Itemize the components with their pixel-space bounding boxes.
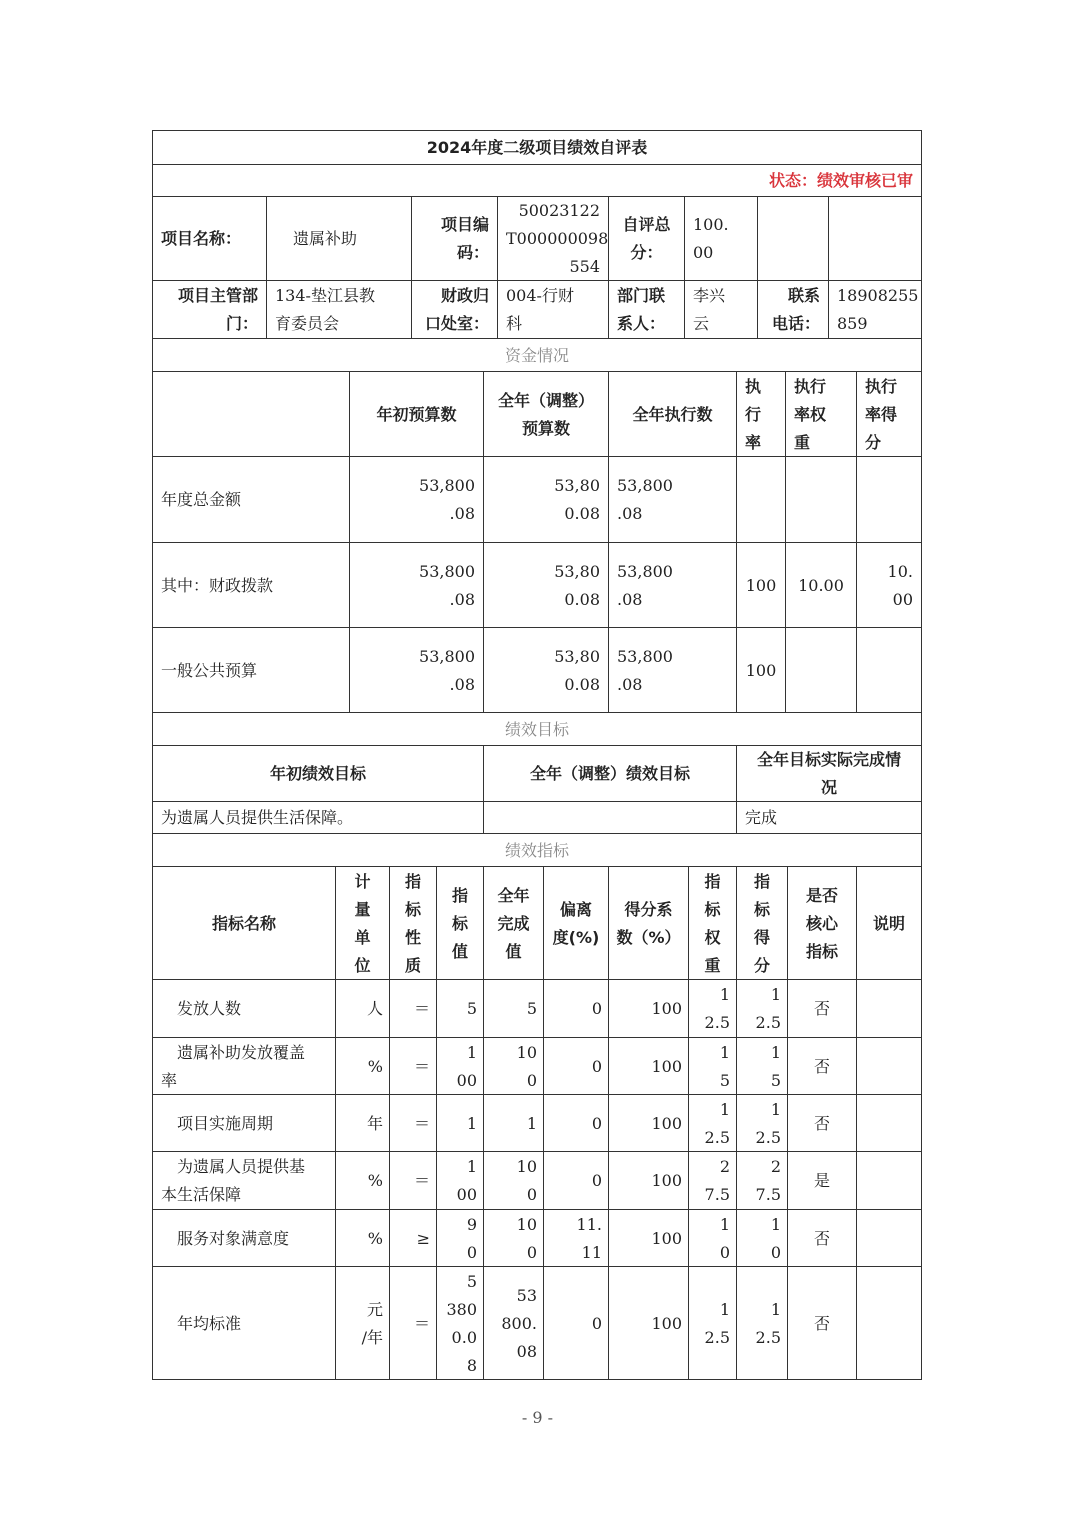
indicator-cell-target-text: 5: [466, 999, 477, 1018]
funding-cell-score: [856, 627, 922, 713]
funding-cell-weight: [785, 456, 857, 543]
indicator-cell-target-text: 1 00: [456, 1157, 477, 1204]
indicator-cell-weight-text: 1 0: [719, 1214, 730, 1262]
finance-label-text: 财政归 口处室：: [424, 286, 489, 333]
indicator-cell-target: [436, 979, 484, 1038]
funding-cell-name: [152, 627, 350, 713]
phone-value-text: 18908255 859: [837, 286, 919, 333]
indicator-cell-deviation-text: 0: [591, 999, 602, 1018]
indicator-cell-actual: [483, 1151, 544, 1210]
project-name-value-text: 遗属补助: [293, 229, 358, 248]
indicator-cell-target-text: 1: [466, 1113, 477, 1133]
funding-cell-rate: [736, 456, 786, 543]
indicator-cell-core-text: 否: [813, 999, 830, 1018]
page-number: - 9 -: [521, 1408, 554, 1427]
indicator-cell-actual-text: 10 0: [516, 1214, 537, 1262]
indicator-cell-coef-text: 100: [651, 999, 682, 1018]
funding-cell-rate: [736, 627, 786, 713]
indicator-cell-target: [436, 1266, 484, 1380]
funding-cell-name-text: 一般公共预算: [161, 660, 258, 680]
indicator-cell-deviation: [543, 1094, 609, 1152]
indicator-cell-weight: [688, 1037, 737, 1095]
indicator-cell-actual: [483, 1266, 544, 1380]
funding-cell-adjusted-text: 53,80 0.08: [554, 476, 600, 523]
funding-cell-weight-text: 10.00: [798, 575, 844, 595]
goals-header-text: 年初绩效目标: [269, 764, 366, 783]
indicator-cell-core-text: 否: [813, 1113, 830, 1133]
indicator-cell-deviation-text: 0: [591, 1056, 602, 1076]
indicators-section-title-text: 绩效指标: [504, 840, 569, 860]
indicator-cell-score-text: 1 2.5: [755, 1299, 781, 1347]
indicator-cell-weight: [688, 979, 737, 1038]
funding-header-text: 执行 率权 重: [794, 376, 827, 452]
indicator-cell-deviation: [543, 1209, 609, 1267]
contact-label: [608, 280, 685, 339]
indicator-cell-weight: [688, 1151, 737, 1210]
indicator-cell-unit-text: %: [367, 1228, 383, 1248]
indicator-cell-note: [856, 1094, 922, 1152]
dept-value: [266, 280, 412, 339]
funding-section-title-text: 资金情况: [504, 345, 569, 365]
indicator-cell-weight-text: 1 2.5: [704, 1099, 730, 1147]
indicator-cell-name: [152, 979, 336, 1038]
indicator-cell-core-text: 否: [813, 1228, 830, 1248]
phone-label: [757, 280, 829, 339]
indicator-cell-name: [152, 1209, 336, 1267]
form-title-text: 2024年度二级项目绩效自评表: [426, 138, 648, 157]
funding-cell-initial-text: 53,800 .08: [419, 646, 475, 694]
funding-cell-initial-text: 53,800 .08: [419, 561, 475, 609]
indicator-cell-coef: [608, 1209, 689, 1267]
contact-value-text: 李兴 云: [693, 286, 726, 333]
finance-value: [497, 280, 609, 339]
funding-header-text: 全年（调整） 预算数: [497, 390, 594, 438]
indicator-cell-core: [787, 1094, 857, 1152]
funding-cell-adjusted: [483, 456, 609, 543]
goals-section-title: [152, 712, 922, 746]
indicator-cell-unit: [335, 1037, 390, 1095]
indicator-cell-actual: [483, 1209, 544, 1267]
funding-header-text: 执行 率得 分: [865, 376, 898, 452]
indicator-cell-deviation: [543, 1151, 609, 1210]
funding-cell-score: [856, 542, 922, 628]
indicator-header-text: 指 标 值: [451, 885, 468, 961]
indicator-cell-note: [856, 1209, 922, 1267]
indicator-cell-weight: [688, 1209, 737, 1267]
indicator-cell-unit: [335, 1151, 390, 1210]
indicator-cell-deviation-text: 0: [591, 1171, 602, 1190]
indicator-cell-name: [152, 1151, 336, 1210]
indicator-cell-unit: [335, 1209, 390, 1267]
indicator-cell-target-text: 1 00: [456, 1042, 477, 1090]
funding-header: [483, 371, 609, 457]
indicator-cell-name: [152, 1094, 336, 1152]
indicator-cell-score: [736, 979, 788, 1038]
score-value-text: 100. 00: [693, 215, 729, 262]
indicator-header-text: 得分系 数（%）: [616, 899, 681, 947]
status-text: [152, 164, 922, 197]
funding-section-title: [152, 338, 922, 372]
indicator-cell-coef: [608, 1094, 689, 1152]
indicator-header-text: 计 量 单 位: [354, 871, 371, 975]
indicator-cell-core-text: 是: [813, 1171, 830, 1190]
funding-cell-weight: [785, 627, 857, 713]
indicator-cell-target: [436, 1151, 484, 1210]
funding-cell-adjusted: [483, 542, 609, 628]
project-name-label: [152, 196, 267, 281]
indicator-header-text: 指标名称: [211, 913, 276, 933]
indicator-cell-note: [856, 1037, 922, 1095]
indicator-cell-actual: [483, 1094, 544, 1152]
empty-cell: [757, 196, 829, 281]
project-name-value: [266, 196, 412, 281]
funding-header-text: 年初预算数: [376, 404, 457, 424]
dept-label: [152, 280, 267, 339]
funding-cell-score-text: 10. 00: [887, 561, 913, 609]
indicator-cell-nature-text: ≥: [416, 1228, 430, 1248]
indicator-cell-deviation: [543, 1037, 609, 1095]
goals-header: [152, 745, 484, 802]
indicator-header-text: 是否 核心 指标: [805, 885, 838, 961]
funding-header: [349, 371, 484, 457]
indicators-section-title: [152, 833, 922, 867]
indicator-cell-name-text: 遗属补助发放覆盖 率: [161, 1042, 306, 1090]
funding-header: [152, 371, 350, 457]
indicator-header-text: 说明: [872, 913, 905, 933]
indicator-cell-unit: [335, 979, 390, 1038]
funding-cell-rate-text: 100: [745, 575, 777, 595]
indicator-cell-nature: [389, 979, 437, 1038]
indicator-cell-unit: [335, 1094, 390, 1152]
indicator-cell-unit-text: %: [367, 1171, 383, 1190]
indicator-cell-nature: [389, 1209, 437, 1267]
funding-cell-score: [856, 456, 922, 543]
indicator-cell-unit-text: 年: [366, 1113, 383, 1133]
indicator-cell-weight-text: 1 2.5: [704, 1299, 730, 1347]
funding-header-text: 执 行 率: [745, 376, 762, 452]
indicator-cell-coef-text: 100: [651, 1228, 682, 1248]
phone-label-text: 联系 电话：: [771, 286, 820, 333]
funding-header: [785, 371, 857, 457]
indicator-cell-name: [152, 1266, 336, 1380]
contact-label-text: 部门联 系人：: [617, 286, 666, 333]
project-name-label-text: 项目名称：: [161, 229, 242, 248]
indicator-header: [787, 866, 857, 980]
indicator-header: [856, 866, 922, 980]
indicator-cell-score: [736, 1037, 788, 1095]
indicator-cell-score-text: 1 5: [770, 1042, 781, 1090]
funding-cell-executed: [608, 542, 737, 628]
goals-header: [736, 745, 922, 802]
indicator-cell-coef-text: 100: [651, 1113, 682, 1133]
indicator-cell-unit-text: 元 /年: [361, 1299, 383, 1347]
indicator-cell-nature-text: ＝: [413, 1313, 430, 1333]
funding-header: [608, 371, 737, 457]
indicator-cell-unit: [335, 1266, 390, 1380]
funding-header-text: 全年执行数: [632, 404, 713, 424]
funding-cell-name-text: 年度总金额: [161, 490, 242, 509]
funding-cell-initial: [349, 456, 484, 543]
form-title: [152, 130, 922, 165]
project-code-label-text: 项目编 码：: [440, 215, 489, 262]
indicator-cell-target-text: 5 380 0.0 8: [446, 1271, 477, 1375]
indicator-cell-score: [736, 1151, 788, 1210]
goals-section-title-text: 绩效目标: [504, 719, 569, 739]
indicator-cell-note: [856, 1266, 922, 1380]
indicator-cell-weight-text: 2 7.5: [704, 1157, 730, 1204]
dept-label-text: 项目主管部 门：: [177, 286, 258, 333]
goal-completion: [736, 801, 922, 834]
project-code-value-text: 50023122 T000000098 554: [506, 201, 609, 276]
indicator-cell-actual: [483, 1037, 544, 1095]
indicator-cell-coef: [608, 1266, 689, 1380]
score-label-text: 自评总 分：: [622, 215, 671, 262]
indicator-header-text: 指 标 性 质: [404, 871, 421, 975]
indicator-cell-core: [787, 1266, 857, 1380]
indicator-cell-note: [856, 979, 922, 1038]
goals-header-text: 全年（调整）绩效目标: [529, 764, 690, 783]
indicator-cell-score-text: 1 2.5: [755, 985, 781, 1032]
indicator-cell-core: [787, 1037, 857, 1095]
indicator-cell-core-text: 否: [813, 1056, 830, 1076]
indicator-cell-nature: [389, 1266, 437, 1380]
indicator-cell-deviation: [543, 979, 609, 1038]
funding-cell-initial-text: 53,800 .08: [419, 476, 475, 523]
funding-cell-weight: [785, 542, 857, 628]
indicator-cell-deviation-text: 0: [591, 1313, 602, 1333]
funding-cell-executed-text: 53,800 .08: [617, 646, 673, 694]
indicator-cell-actual-text: 5: [526, 999, 537, 1018]
initial-goal-text: 为遗属人员提供生活保障。: [161, 808, 354, 827]
empty-cell: [828, 196, 922, 281]
indicator-cell-actual-text: 10 0: [516, 1157, 537, 1204]
indicator-cell-score-text: 1 0: [770, 1214, 781, 1262]
indicator-cell-coef: [608, 1151, 689, 1210]
funding-cell-adjusted-text: 53,80 0.08: [554, 646, 600, 694]
funding-cell-executed: [608, 627, 737, 713]
goals-header: [483, 745, 737, 802]
indicator-cell-nature: [389, 1151, 437, 1210]
funding-cell-rate-text: 100: [745, 660, 777, 680]
indicator-header: [608, 866, 689, 980]
dept-value-text: 134-垫江县教 育委员会: [275, 286, 375, 333]
indicator-cell-weight: [688, 1266, 737, 1380]
indicator-header-text: 全年 完成 值: [497, 885, 530, 961]
indicator-cell-coef-text: 100: [651, 1056, 682, 1076]
indicator-cell-name-text: 为遗属人员提供基 本生活保障: [161, 1157, 306, 1204]
score-label: [608, 196, 685, 281]
funding-cell-name: [152, 542, 350, 628]
goals-header-text: 全年目标实际完成情 况: [756, 750, 901, 797]
score-value: [684, 196, 758, 281]
indicator-cell-score: [736, 1266, 788, 1380]
funding-cell-name-text: 其中：财政拨款: [161, 575, 274, 595]
indicator-cell-coef-text: 100: [651, 1313, 682, 1333]
indicator-header: [736, 866, 788, 980]
indicator-cell-coef-text: 100: [651, 1171, 682, 1190]
indicator-cell-unit-text: %: [367, 1056, 383, 1076]
indicator-header-text: 偏离 度(%): [552, 899, 600, 947]
indicator-cell-deviation-text: 0: [591, 1113, 602, 1133]
indicator-cell-core: [787, 979, 857, 1038]
indicator-cell-name-text: 年均标准: [161, 1313, 242, 1333]
funding-header: [736, 371, 786, 457]
indicator-cell-name-text: 发放人数: [161, 999, 242, 1018]
indicator-cell-nature-text: ＝: [413, 1056, 430, 1076]
indicator-cell-core: [787, 1209, 857, 1267]
indicator-cell-score-text: 2 7.5: [755, 1157, 781, 1204]
indicator-cell-coef: [608, 979, 689, 1038]
indicator-header: [436, 866, 484, 980]
initial-goal: [152, 801, 484, 834]
indicator-cell-core-text: 否: [813, 1313, 830, 1333]
funding-cell-initial: [349, 627, 484, 713]
indicator-cell-note: [856, 1151, 922, 1210]
indicator-header-text: 指 标 权 重: [704, 871, 721, 975]
indicator-header: [688, 866, 737, 980]
indicator-cell-target: [436, 1094, 484, 1152]
indicator-cell-deviation: [543, 1266, 609, 1380]
indicator-cell-name-text: 服务对象满意度: [161, 1228, 290, 1248]
indicator-cell-nature-text: ＝: [413, 999, 430, 1018]
indicator-cell-nature-text: ＝: [413, 1171, 430, 1190]
indicator-cell-weight: [688, 1094, 737, 1152]
indicator-cell-score: [736, 1094, 788, 1152]
contact-value: [684, 280, 758, 339]
indicator-header-text: 指 标 得 分: [753, 871, 770, 975]
indicator-cell-weight-text: 1 5: [719, 1042, 730, 1090]
indicator-cell-score: [736, 1209, 788, 1267]
indicator-header: [543, 866, 609, 980]
indicator-cell-coef: [608, 1037, 689, 1095]
indicator-cell-deviation-text: 11. 11: [576, 1214, 602, 1262]
phone-value: [828, 280, 922, 339]
indicator-cell-nature: [389, 1037, 437, 1095]
goal-completion-text: 完成: [745, 808, 778, 827]
indicator-cell-actual-text: 1: [526, 1113, 537, 1133]
indicator-cell-weight-text: 1 2.5: [704, 985, 730, 1032]
funding-cell-executed: [608, 456, 737, 543]
project-code-value: [497, 196, 609, 281]
indicator-cell-score-text: 1 2.5: [755, 1099, 781, 1147]
indicator-header: [483, 866, 544, 980]
indicator-cell-name: [152, 1037, 336, 1095]
funding-cell-rate: [736, 542, 786, 628]
indicator-cell-actual-text: 53 800. 08: [501, 1285, 537, 1361]
indicator-cell-nature-text: ＝: [413, 1113, 430, 1133]
indicator-cell-unit-text: 人: [366, 999, 383, 1018]
finance-label: [411, 280, 498, 339]
funding-cell-executed-text: 53,800 .08: [617, 561, 673, 609]
funding-cell-executed-text: 53,800 .08: [617, 476, 673, 523]
indicator-cell-actual-text: 10 0: [516, 1042, 537, 1090]
project-code-label: [411, 196, 498, 281]
status-text-text: 状态：绩效审核已审: [768, 171, 913, 190]
indicator-cell-target-text: 9 0: [466, 1214, 477, 1262]
funding-cell-adjusted: [483, 627, 609, 713]
funding-cell-initial: [349, 542, 484, 628]
finance-value-text: 004-行财 科: [506, 286, 574, 333]
indicator-header: [152, 866, 336, 980]
funding-cell-name: [152, 456, 350, 543]
funding-header: [856, 371, 922, 457]
indicator-cell-name-text: 项目实施周期: [161, 1113, 274, 1133]
indicator-header: [389, 866, 437, 980]
indicator-cell-core: [787, 1151, 857, 1210]
funding-cell-adjusted-text: 53,80 0.08: [554, 561, 600, 609]
indicator-cell-target: [436, 1037, 484, 1095]
indicator-cell-nature: [389, 1094, 437, 1152]
indicator-header: [335, 866, 390, 980]
indicator-cell-actual: [483, 979, 544, 1038]
indicator-cell-target: [436, 1209, 484, 1267]
adjusted-goal: [483, 801, 737, 834]
